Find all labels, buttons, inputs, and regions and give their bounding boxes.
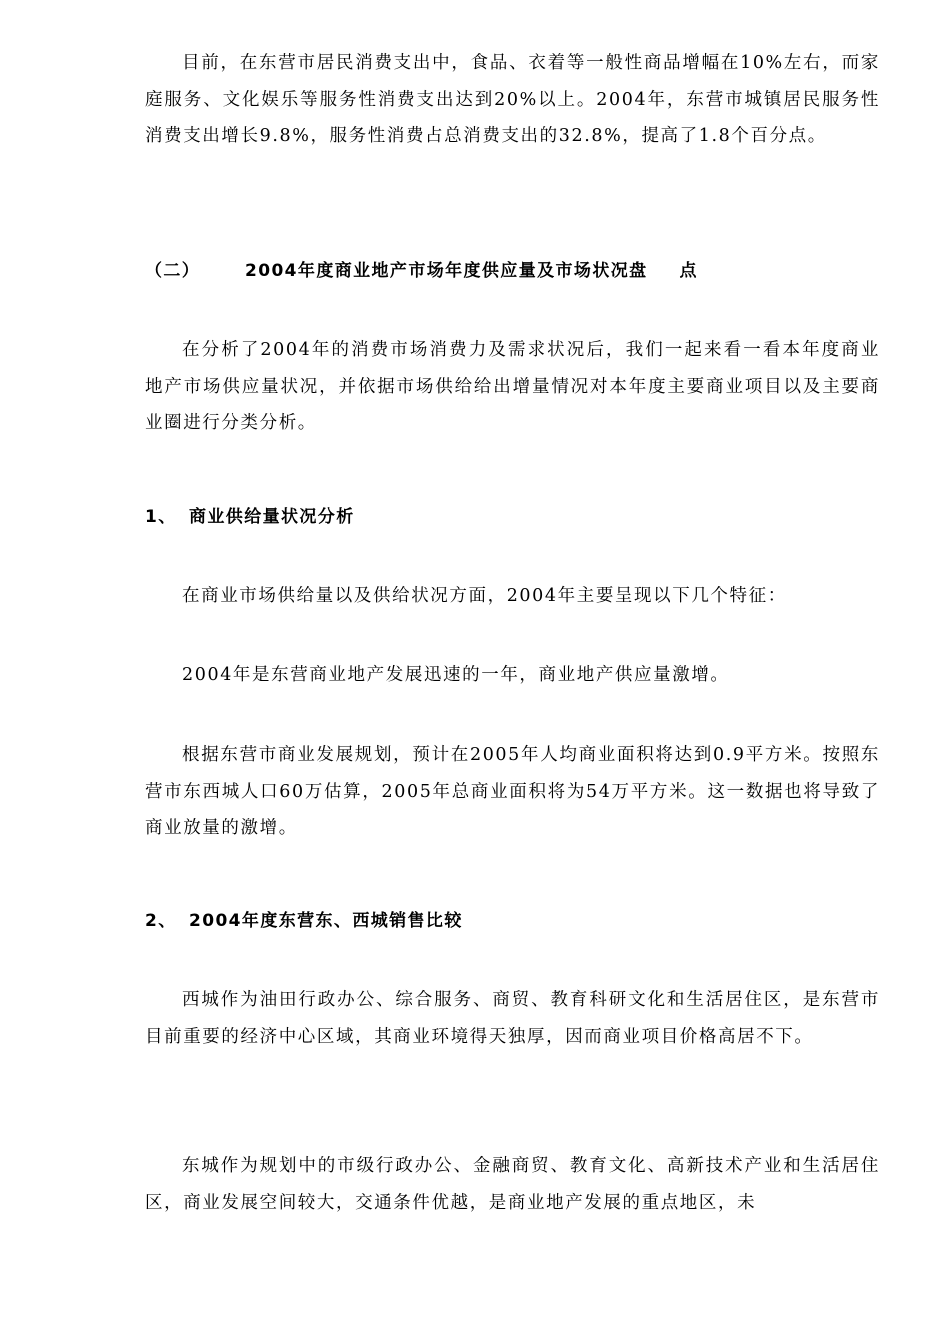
- paragraph-supply-features: 在商业市场供给量以及供给状况方面，2004年主要呈现以下几个特征：: [182, 586, 787, 606]
- section-heading-title: 2004年度商业地产市场年度供应量及市场状况盘: [245, 261, 648, 281]
- item-heading-title: 2004年度东营东、西城销售比较: [189, 911, 463, 931]
- item-heading-east-west-sales: [145, 909, 463, 933]
- item-heading-number: 2、: [145, 911, 177, 931]
- item-heading-supply-analysis: [145, 505, 355, 529]
- paragraph-supply-surge: 2004年是东营商业地产发展迅速的一年，商业地产供应量激增。: [182, 665, 730, 685]
- paragraph-east-city: 东城作为规划中的市级行政办公、金融商贸、教育文化、高新技术产业和生活居住区，商业发展空间较大，交通条件优越，是商业地产发展的重点地区，未: [145, 1156, 880, 1213]
- paragraph-consumption-spending: 目前，在东营市居民消费支出中，食品、衣着等一般性商品增幅在10%左右，而家庭服务、文化娱乐等服务性消费支出达到20%以上。2004年，东营市城镇居民服务性消费支出增长9.8%，服务性消费占总消费支出的32.8%，提高了1.8个百分点。: [145, 53, 880, 146]
- section-heading-2004-supply: [145, 259, 698, 283]
- section-heading-number: （二）: [145, 261, 201, 281]
- section-heading-title-tail: 点: [679, 261, 698, 281]
- paragraph-west-city: 西城作为油田行政办公、综合服务、商贸、教育科研文化和生活居住区，是东营市目前重要的经济中心区域，其商业环境得天独厚，因而商业项目价格高居不下。: [145, 990, 880, 1047]
- item-heading-title: 商业供给量状况分析: [189, 507, 355, 527]
- item-heading-number: 1、: [145, 507, 177, 527]
- paragraph-development-plan: 根据东营市商业发展规划，预计在2005年人均商业面积将达到0.9平方米。按照东营市东西城人口60万估算，2005年总商业面积将为54万平方米。这一数据也将导致了商业放量的激增。: [145, 745, 880, 838]
- paragraph-analysis-intro: 在分析了2004年的消费市场消费力及需求状况后，我们一起来看一看本年度商业地产市场供应量状况，并依据市场供给给出增量情况对本年度主要商业项目以及主要商业圈进行分类分析。: [145, 340, 880, 433]
